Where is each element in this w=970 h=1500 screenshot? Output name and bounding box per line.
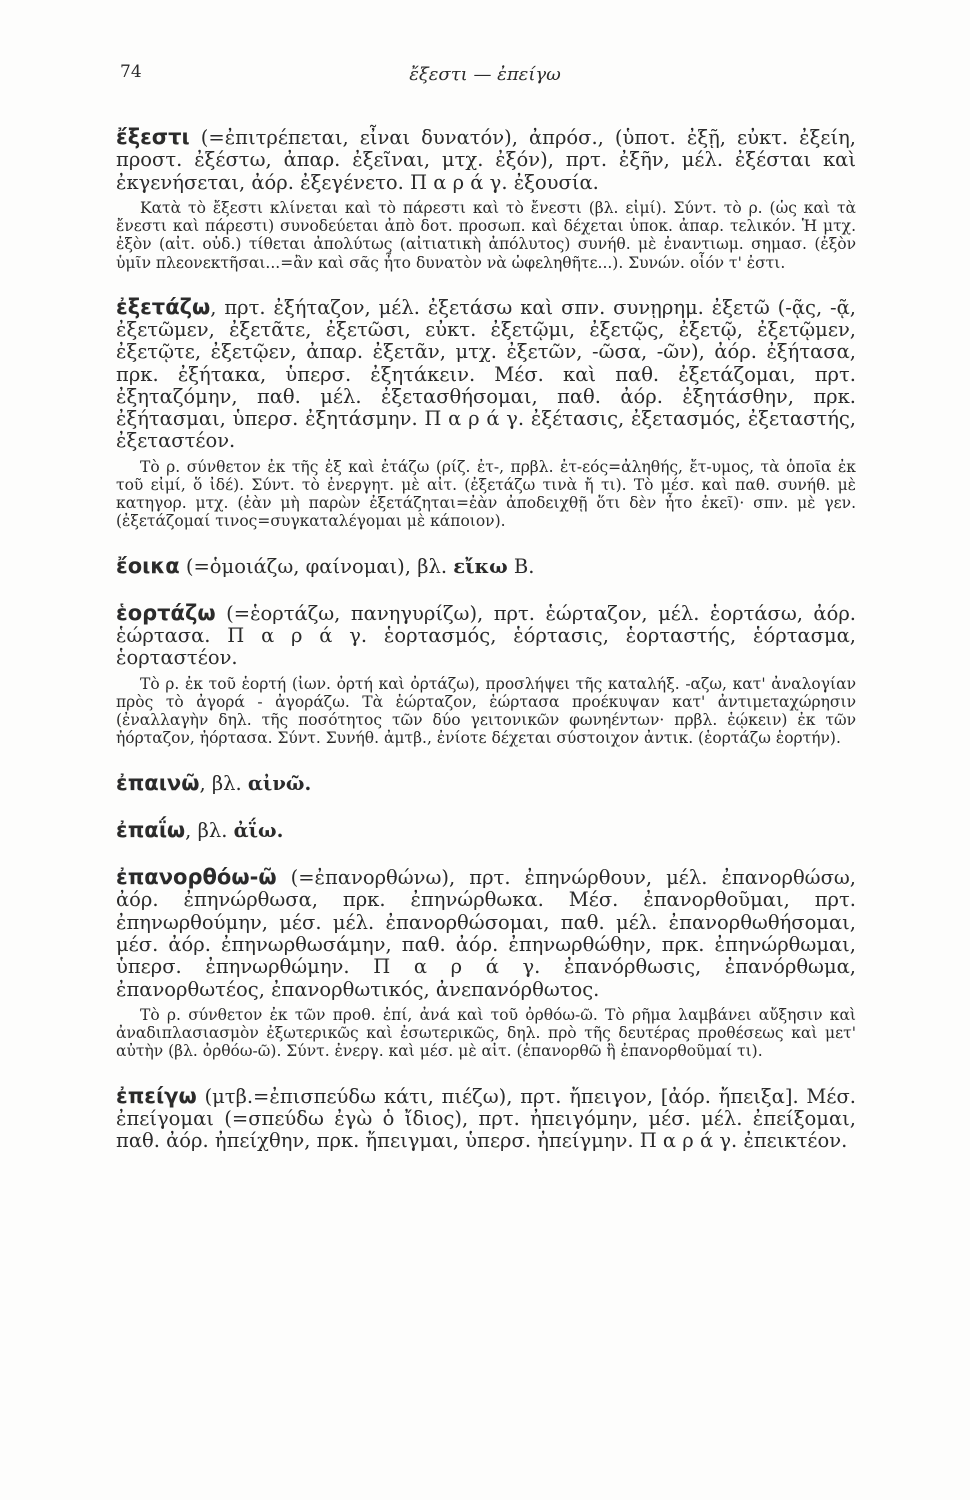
entry-main	[116, 772, 856, 795]
entry-epaio	[116, 819, 856, 842]
entry-text: (=ἑορτάζω, πανηγυρίζω), πρτ. ἑώρταζον, μέλ. ἑορτάσω, ἀόρ. ἑώρτασα. Π α ρ ά γ. ἑορτασμός, ἑόρτασις, ἑορταστής, ἑόρτασμα, ἑορταστέον.	[116, 601, 856, 670]
cross-reference: εἴκω	[453, 554, 508, 578]
entry-text: , βλ.	[199, 771, 248, 795]
entries-column	[116, 126, 856, 1176]
cross-reference: ἀΐω.	[233, 818, 284, 842]
entry-main	[116, 819, 856, 842]
entry-note: Κατὰ τὸ ἔξεστι κλίνεται καὶ τὸ πάρεστι καὶ τὸ ἔνεστι (βλ. εἰμί). Σύντ. τὸ ρ. (ὡς καὶ τὰ ἔνεστι καὶ πάρεστι) συνοδεύεται ἀπὸ δοτ. προσωπ. καὶ δέχεται ὑποκ. ἀπαρ. τελικόν. Ἡ μτχ. ἐξὸν (αἰτ. οὐδ.) τίθεται ἀπολύτως (αἰτιατικὴ ἀπόλυτος) συνήθ. μὲ ἐναντιωμ. σημασ. (ἐξὸν ὑμῖν πλεονεκτῆσαι...=ἂν καὶ σᾶς ἦτο δυνατὸν νὰ ὠφεληθῆτε...). Συνών. οἷόν τ' ἐστι.	[116, 198, 856, 272]
headword: ἐξετάζω	[116, 294, 211, 319]
entry-text: , πρτ. ἐξήταζον, μέλ. ἐξετάσω καὶ σπν. συνῃρημ. ἐξετῶ (-ᾷς, -ᾷ, ἐξετῶμεν, ἐξετᾶτε, ἐξετῶσι, εὐκτ. ἐξετῷμι, ἐξετῷς, ἐξετῷ, ἐξετῷμεν, ἐξετῷτε, ἐξετῷεν, ἀπαρ. ἐξετᾶν, μτχ. ἐξετῶν, -ῶσα, -ῶν), ἀόρ. ἐξήτασα, πρκ. ἐξήτακα, ὑπερσ. ἐξητάκειν. Μέσ. καὶ παθ. ἐξετάζομαι, πρτ. ἐξηταζόμην, παθ. μέλ. ἐξετασθήσομαι, παθ. ἀόρ. ἐξητάσθην, πρκ. ἐξήτασμαι, ὑπερσ. ἐξητάσμην. Π α ρ ά γ. ἐξέτασις, ἐξετασμός, ἐξεταστής, ἐξεταστέον.	[116, 295, 856, 453]
headword: ἐπαΐω	[116, 817, 186, 842]
entry-main	[116, 1085, 856, 1153]
cross-reference: αἰνῶ.	[247, 771, 312, 795]
entry-text: , βλ.	[185, 818, 234, 842]
entry-note: Τὸ ρ. σύνθετον ἐκ τῆς ἐξ καὶ ἐτάζω (ρίζ. ἐτ-, πρβλ. ἐτ-εός=ἀληθής, ἔτ-υμος, τὰ ὁποῖα ἐκ τοῦ εἰμί, ὅ ἰδέ). Σύντ. τὸ ἐνεργητ. μὲ αἰτ. (ἐξετάζω τινὰ ἤ τι). Τὸ μέσ. καὶ παθ. συνήθ. μὲ κατηγορ. μτχ. (ἐὰν μὴ παρὼν ἐξετάζηται=ἐὰν ἀποδειχθῇ ὅτι δὲν ἦτο ἐκεῖ)· σπν. μὲ γεν. (ἐξετάζομαί τινος=συγκαταλέγομαι μὲ κάποιον).	[116, 457, 856, 531]
headword: ἐπαινῶ	[116, 770, 200, 795]
page-number: 74	[120, 62, 142, 82]
entry-exetazo	[116, 296, 856, 531]
headword: ἔοικα	[116, 553, 180, 578]
entry-main	[116, 866, 856, 1001]
entry-main	[116, 126, 856, 194]
entry-note: Τὸ ρ. σύνθετον ἐκ τῶν προθ. ἐπί, ἀνά καὶ τοῦ ὀρθόω-ῶ. Τὸ ρῆμα λαμβάνει αὔξησιν καὶ ἀναδιπλασιασμὸν ἐξωτερικῶς καὶ ἐσωτερικῶς, δηλ. πρὸ τῆς δευτέρας προθέσεως καὶ μετ' αὐτὴν (βλ. ὀρθόω-ῶ). Σύντ. ἐνεργ. καὶ μέσ. μὲ αἰτ. (ἐπανορθῶ ἢ ἐπανορθοῦμαί τι).	[116, 1005, 856, 1061]
entry-text: (=ἐπανορθώνω), πρτ. ἐπηνώρθουν, μέλ. ἐπανορθώσω, ἀόρ. ἐπηνώρθωσα, πρκ. ἐπηνώρθωκα. Μέσ. ἐπανορθοῦμαι, πρτ. ἐπηνωρθούμην, μέσ. μέλ. ἐπανορθώσομαι, παθ. μέλ. ἐπανορθωθήσομαι, μέσ. ἀόρ. ἐπηνωρθωσάμην, παθ. ἀόρ. ἐπηνωρθώθην, πρκ. ἐπηνώρθωμαι, ὑπερσ. ἐπηνωρθώμην. Π α ρ ά γ. ἐπανόρθωσις, ἐπανόρθωμα, ἐπανορθωτέος, ἐπανορθωτικός, ἀνεπανόρθωτος.	[116, 866, 856, 1001]
entry-epeigo	[116, 1085, 856, 1153]
entry-main	[116, 555, 856, 578]
entry-text-tail: Β.	[507, 554, 535, 578]
headword: ἐπανορθόω-ῶ	[116, 865, 277, 890]
entry-eortazo	[116, 602, 856, 748]
entry-note: Τὸ ρ. ἐκ τοῦ ἑορτή (ἰων. ὀρτή καὶ ὀρτάζω), προσλήψει τῆς καταλήξ. -αζω, κατ' ἀναλογίαν πρὸς τὸ ἀγορά - ἀγοράζω. Τὰ ἑώρταζον, ἑώρτασα προέκυψαν κατ' ἀντιμεταχώρησιν (ἐναλλαγὴν δηλ. τῆς ποσότητος τῶν δύο γειτονικῶν φωνηέντων· πρβλ. ἑῴκειν) ἐκ τῶν ἠόρταζον, ἠόρτασα. Σύντ. Συνήθ. ἀμτβ., ἐνίοτε δέχεται σύστοιχον ἀντικ. (ἑορτάζω ἑορτήν).	[116, 674, 856, 748]
headword: ἐπείγω	[116, 1083, 197, 1108]
entry-text: (=ἐπιτρέπεται, εἶναι δυνατόν), ἀπρόσ., (ὑποτ. ἐξῇ, εὐκτ. ἐξείη, προστ. ἐξέστω, ἀπαρ. ἐξεῖναι, μτχ. ἐξόν), πρτ. ἐξῆν, μέλ. ἐξέσται καὶ ἐκγενήσεται, ἀόρ. ἐξεγένετο. Π α ρ ά γ. ἐξουσία.	[116, 126, 856, 194]
headword: ἔξεστι	[116, 125, 190, 149]
entry-text: (=ὁμοιάζω, φαίνομαι), βλ.	[179, 554, 454, 578]
headword: ἑορτάζω	[116, 600, 216, 625]
entry-epanorthoo	[116, 866, 856, 1060]
entry-main	[116, 602, 856, 670]
entry-epaino	[116, 772, 856, 795]
entry-eoika	[116, 555, 856, 578]
entry-main	[116, 296, 856, 453]
entry-text: (μτβ.=ἐπισπεύδω κάτι, πιέζω), πρτ. ἤπειγον, [ἀόρ. ἤπειξα]. Μέσ. ἐπείγομαι (=σπεύδω ἐγὼ ὁ ἴδιος), πρτ. ἠπειγόμην, μέσ. μέλ. ἐπείξομαι, παθ. ἀόρ. ἠπείχθην, πρκ. ἤπειγμαι, ὑπερσ. ἠπείγμην. Π α ρ ά γ. ἐπεικτέον.	[116, 1084, 856, 1153]
entry-exesti	[116, 126, 856, 272]
running-head: ἔξεστι — ἐπείγω	[409, 64, 561, 85]
